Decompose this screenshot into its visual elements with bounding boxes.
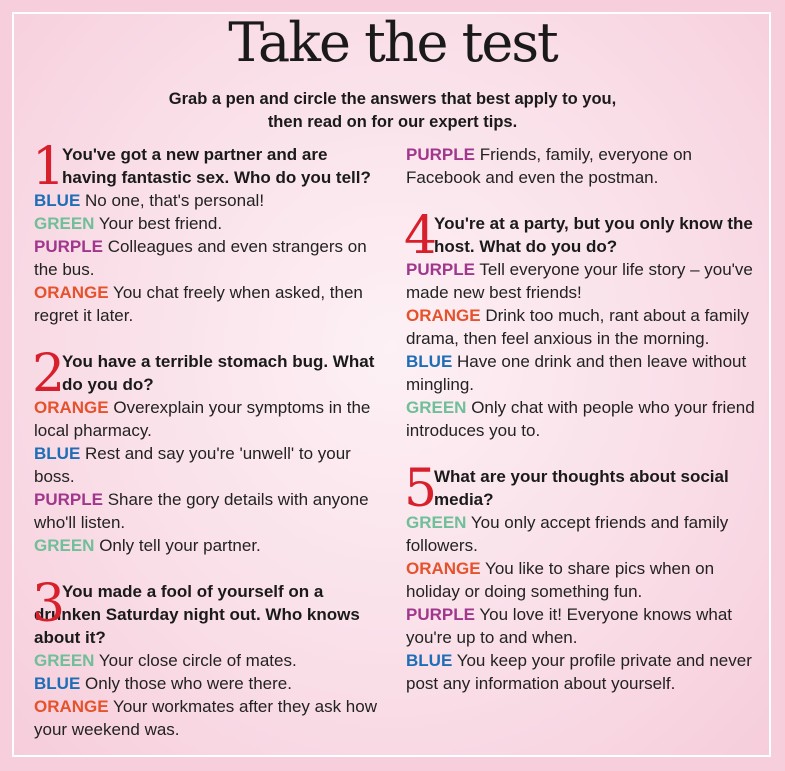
answer-text: Only chat with people who your friend introduces you to.	[406, 398, 755, 440]
answer-text: You keep your profile private and never post any information about yourself.	[406, 651, 752, 693]
answer-label: ORANGE	[406, 306, 481, 325]
answer-label: PURPLE	[406, 605, 475, 624]
answer-label: PURPLE	[34, 490, 103, 509]
answer-label: ORANGE	[34, 398, 109, 417]
page-subtitle	[0, 88, 785, 134]
answer-text: Colleagues and even strangers on the bus.	[34, 237, 367, 279]
question-1-heading	[32, 137, 382, 197]
question-2	[32, 344, 382, 557]
answer-label: GREEN	[34, 536, 95, 555]
subtitle-line-2: then read on for our expert tips.	[267, 113, 518, 131]
answer-label: GREEN	[34, 651, 95, 670]
question-4-heading	[404, 206, 756, 266]
question-3-text: You made a fool of yourself on a drunken Saturday night out. Who knows about it?	[34, 582, 360, 647]
page-title: Take the test	[228, 11, 557, 74]
answer-label: BLUE	[34, 674, 81, 693]
question-3-heading	[32, 574, 382, 649]
answer-text: Your workmates after they ask how your weekend was.	[34, 697, 377, 739]
question-2-heading	[32, 344, 382, 404]
answer-text: You only accept friends and family followers.	[406, 513, 729, 555]
question-4-text: You're at a party, but you only know the host. What do you do?	[434, 214, 753, 256]
question-3-number: 3	[32, 574, 66, 634]
answer-label: ORANGE	[406, 559, 481, 578]
answer-label: BLUE	[34, 191, 81, 210]
answer-text: Your best friend.	[98, 214, 223, 233]
answer-text: You like to share pics when on holiday or doing something fun.	[406, 559, 715, 601]
answer-text: Only those who were there.	[85, 674, 292, 693]
answer-label: PURPLE	[406, 260, 475, 279]
answer-text: Share the gory details with anyone who'll listen.	[34, 490, 369, 532]
answer-label: GREEN	[406, 398, 467, 417]
answer-label: GREEN	[406, 513, 467, 532]
answer-item	[406, 511, 756, 557]
question-5-text: What are your thoughts about social media?	[434, 467, 729, 509]
answer-text: Only tell your partner.	[99, 536, 261, 555]
answer-item	[34, 534, 382, 557]
answer-text: You love it! Everyone knows what you're up to and when.	[406, 605, 733, 647]
answer-item	[406, 603, 756, 649]
answer-label: GREEN	[34, 214, 95, 233]
answer-label: PURPLE	[34, 237, 103, 256]
answer-item	[34, 281, 382, 327]
question-4	[404, 206, 756, 442]
question-1-continued	[406, 143, 756, 189]
answer-text: Have one drink and then leave without mingling.	[406, 352, 747, 394]
question-2-number: 2	[32, 344, 66, 404]
answer-item	[406, 304, 756, 350]
question-5-number: 5	[404, 459, 438, 519]
answer-text: No one, that's personal!	[85, 191, 265, 210]
question-1-text: You've got a new partner and are having fantastic sex. Who do you tell?	[62, 145, 371, 187]
answer-item	[406, 396, 756, 442]
answer-label: BLUE	[34, 444, 81, 463]
answer-item	[406, 557, 756, 603]
answer-item	[34, 649, 382, 672]
question-1	[32, 137, 382, 327]
answer-text: Friends, family, everyone on Facebook and even the postman.	[406, 145, 692, 187]
answer-text: Rest and say you're 'unwell' to your boss.	[34, 444, 351, 486]
left-column	[32, 137, 382, 764]
answer-item	[34, 189, 382, 212]
answer-item	[34, 488, 382, 534]
right-column	[406, 143, 756, 718]
question-3	[32, 574, 382, 741]
answer-label: PURPLE	[406, 145, 475, 164]
answer-item	[406, 143, 756, 189]
answer-item	[406, 649, 756, 695]
answer-text: Overexplain your symptoms in the local pharmacy.	[34, 398, 371, 440]
answer-text: Tell everyone your life story – you've made new best friends!	[406, 260, 753, 302]
answer-text: Drink too much, rant about a family drama, then feel anxious in the morning.	[406, 306, 749, 348]
answer-item	[34, 672, 382, 695]
question-5	[404, 459, 756, 695]
answer-item	[34, 442, 382, 488]
answer-item	[34, 695, 382, 741]
question-2-text: You have a terrible stomach bug. What do you do?	[62, 352, 375, 394]
question-4-number: 4	[404, 206, 438, 266]
question-1-number: 1	[32, 137, 66, 197]
answer-label: BLUE	[406, 651, 453, 670]
answer-item	[406, 258, 756, 304]
answer-label: BLUE	[406, 352, 453, 371]
answer-text: You chat freely when asked, then regret it later.	[34, 283, 363, 325]
question-5-heading	[404, 459, 756, 519]
answer-item	[34, 235, 382, 281]
answer-text: Your close circle of mates.	[98, 651, 297, 670]
subtitle-line-1: Grab a pen and circle the answers that best apply to you,	[168, 90, 617, 108]
answer-item	[34, 396, 382, 442]
answer-label: ORANGE	[34, 697, 109, 716]
answer-label: ORANGE	[34, 283, 109, 302]
answer-item	[406, 350, 756, 396]
answer-item	[34, 212, 382, 235]
